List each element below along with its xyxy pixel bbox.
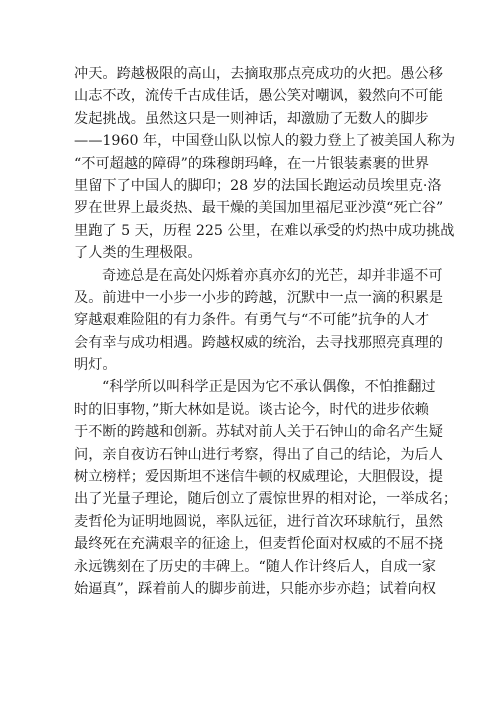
- text-line: 时的旧事物，”斯大林如是说。谈古论今，时代的进步依赖: [74, 401, 429, 418]
- text-line: “科学所以叫科学正是因为它不承认偶像，不怕推翻过: [102, 379, 436, 396]
- text-line: 出了光量子理论，随后创立了震惊世界的相对论，一举成名；: [74, 491, 458, 508]
- text-line: 最终死在充满艰辛的征途上，但麦哲伦面对权威的不屈不挠: [74, 536, 443, 553]
- text-line: 冲天。跨越极限的高山，去摘取那点亮成功的火把。愚公移: [74, 66, 443, 82]
- text-line: ——1960 年，中国登山队以惊人的毅力登上了被美国人称为: [74, 133, 456, 150]
- paragraph-1: [74, 63, 456, 265]
- text-line: 树立榜样；爱因斯坦不迷信牛顿的权威理论，大胆假设，提: [74, 469, 443, 486]
- text-line: 穿越艰难险阻的有力条件。有勇气与“不可能”抗争的人才: [74, 312, 430, 329]
- text-line: “不可超越的障碍”的珠穆朗玛峰，在一片银装素裹的世界: [74, 155, 430, 172]
- text-line: 问，亲自夜访石钟山进行考察，得出了自己的结论，为后人: [74, 446, 443, 463]
- text-line: 及。前进中一小步一小步的跨越，沉默中一点一滴的积累是: [74, 289, 443, 306]
- text-line: 会有幸与成功相遇。跨越权威的统治，去寻找那照亮真理的: [74, 334, 443, 351]
- text-line: 罗在世界上最炎热、最干燥的美国加里福尼亚沙漠“死亡谷”: [74, 200, 444, 217]
- text-line: 永远镌刻在了历史的丰碑上。“随人作计终后人，自成一家: [74, 558, 436, 575]
- text-line: 明灯。: [74, 357, 117, 374]
- text-line: 奇迹总是在高处闪烁着亦真亦幻的光芒，却并非遥不可: [102, 267, 443, 284]
- text-line: 里留下了中国人的脚印；28 岁的法国长跑运动员埃里克·洛: [74, 177, 442, 194]
- text-line: 始逼真”，踩着前人的脚步前进，只能亦步亦趋；试着向权: [74, 580, 436, 597]
- body-text: [74, 63, 458, 600]
- paragraph-2: [74, 265, 443, 377]
- text-line: 麦哲伦为证明地圆说，率队远征，进行首次环球航行，虽然: [74, 513, 443, 530]
- text-line: 了人类的生理极限。: [74, 245, 202, 262]
- paragraph-3: [74, 376, 458, 600]
- text-line: 发起挑战。虽然这只是一则神话，却激励了无数人的脚步: [74, 110, 429, 127]
- text-line: 山志不改，流传千古成佳话，愚公笑对嘲讽，毅然向不可能: [74, 88, 443, 105]
- text-line: 里跑了 5 天，历程 225 公里，在难以承受的灼热中成功挑战: [74, 222, 455, 239]
- text-line: 于不断的跨越和创新。苏轼对前人关于石钟山的命名产生疑: [74, 424, 443, 441]
